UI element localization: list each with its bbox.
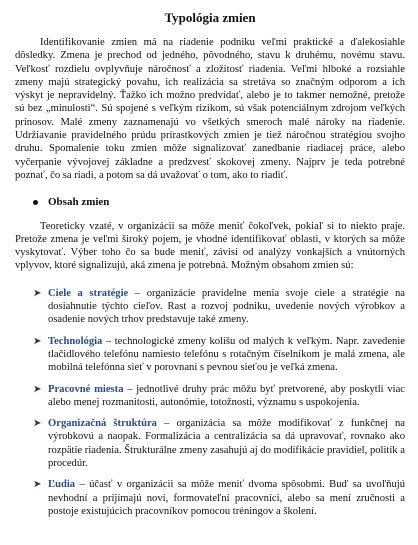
arrow-bullet-icon: ➤ bbox=[33, 335, 42, 347]
list-item-term: Pracovné miesta bbox=[48, 383, 124, 395]
section-body-paragraph: Teoreticky vzaté, v organizácii sa môže meniť čokoľvek, pokiaľ si to niekto praje. Pretože zmena je veľmi široký pojem, je vhodné identifikovať oblasti, v ktorých sa môže vyskytovať. Výber toho čo sa bude meniť, závisí od analýzy vonkajších a vnútorných vplyvov, ktoré signalizujú, aká zmena je potrebná. Možným obsahom zmien sú: bbox=[15, 220, 405, 272]
document-title: Typológia zmien bbox=[164, 10, 256, 25]
list-item-text: – technologické zmeny kolíšu od malých k veľkým. Napr. zavedenie tlačidlového telefónu namiesto telefónu s rotačným číselníkom je malá zmena, ale mobilná telefónna sieť v porovnaní s pevnou sieťou je veľká zmena. bbox=[48, 335, 405, 374]
arrow-bullet-icon: ➤ bbox=[33, 287, 42, 299]
list-item-term: Ľudia bbox=[48, 479, 76, 491]
section-heading-text: Obsah zmien bbox=[48, 196, 110, 209]
list-item-text: – organizácia sa môže modifikovať z funkčnej na výrobkovú a naopak. Formalizácia a centralizácia sa dá upravovať, rovnako ako rozpätie riadenia. Štrukturálne zmeny zasahujú aj do modifikácie pravidiel, politík a procedúr. bbox=[48, 418, 405, 470]
list-item-text: – účasť v organizácii sa môže meniť dvoma spôsobmi. Buď sa uvoľňujú nevhodní a prijímajú noví, formovateľní pracovníci, alebo sa mení zručnosti a postoje existujúcich pracovníkov pomocou tréningov a školení. bbox=[48, 479, 405, 517]
list-item bbox=[15, 417, 405, 470]
list-item-term: Ciele a stratégie bbox=[48, 287, 129, 299]
section-heading bbox=[33, 196, 405, 209]
arrow-bullet-icon: ➤ bbox=[33, 418, 42, 430]
list-item-text: – organizácie pravidelne menia svoje ciele a stratégie na dosiahnutie týchto cieľov. Rast a rozvoj podniku, uvedenie nových výrobkov a osadenie nových trhov predstavuje také zmeny. bbox=[48, 287, 406, 326]
intro-paragraph: Identifikovanie zmien má na riadenie podniku veľmi praktické a ďalekosiahle dôsledky. Zmena je prechod od jedného, pôvodného, stavu k druhému, novému stavu. Veľkosť rozdielu ovplyvňuje náročnosť a zložitosť riadenia. Veľmi hlboké a rozsiahle zmeny majú strategický povahu, ich realizácia sa stretáva so značným odporom a ich výskyt je nepravidelný. Ťažko ich možno predvídať, alebo je to takmer nemožné, pretože sú bez „minulosti“. Sú spojené s veľkým rizikom, sú však potenciálnym zdrojom veľkých prínosov. Malé zmeny zaznamenajú vo všetkých smeroch malé nároky na riadenie. Udržiavanie pravidelného prúdu prírastkových zmien je tiež náročnou stratégiou svojho druhu. Spomalenie toku zmien môže signalizovať zanedbanie riadiacej práce, alebo vyčerpanie vývojovej základne a predzvesť skokovej zmeny. Najprv je teda potrebné poznať, čo sa riadi, a potom sa dá uvažovať o tom, ako to riadiť. bbox=[15, 37, 405, 181]
bullet-icon bbox=[33, 200, 38, 205]
list-item bbox=[15, 335, 405, 375]
list-item-term: Organizačná štruktúra bbox=[48, 418, 157, 430]
change-content-list bbox=[15, 287, 405, 518]
list-item bbox=[15, 478, 405, 518]
arrow-bullet-icon: ➤ bbox=[33, 479, 42, 491]
arrow-bullet-icon: ➤ bbox=[33, 383, 42, 395]
list-item bbox=[15, 287, 405, 327]
list-item bbox=[15, 383, 405, 410]
list-item-text: – jednotlivé druhy prác môžu byť pretvorené, aby poskytli viac alebo menej rozmanitosti, autonómie, totožnosti, významu s uspokojenia. bbox=[48, 383, 405, 408]
list-item-term: Technológia bbox=[48, 335, 103, 347]
